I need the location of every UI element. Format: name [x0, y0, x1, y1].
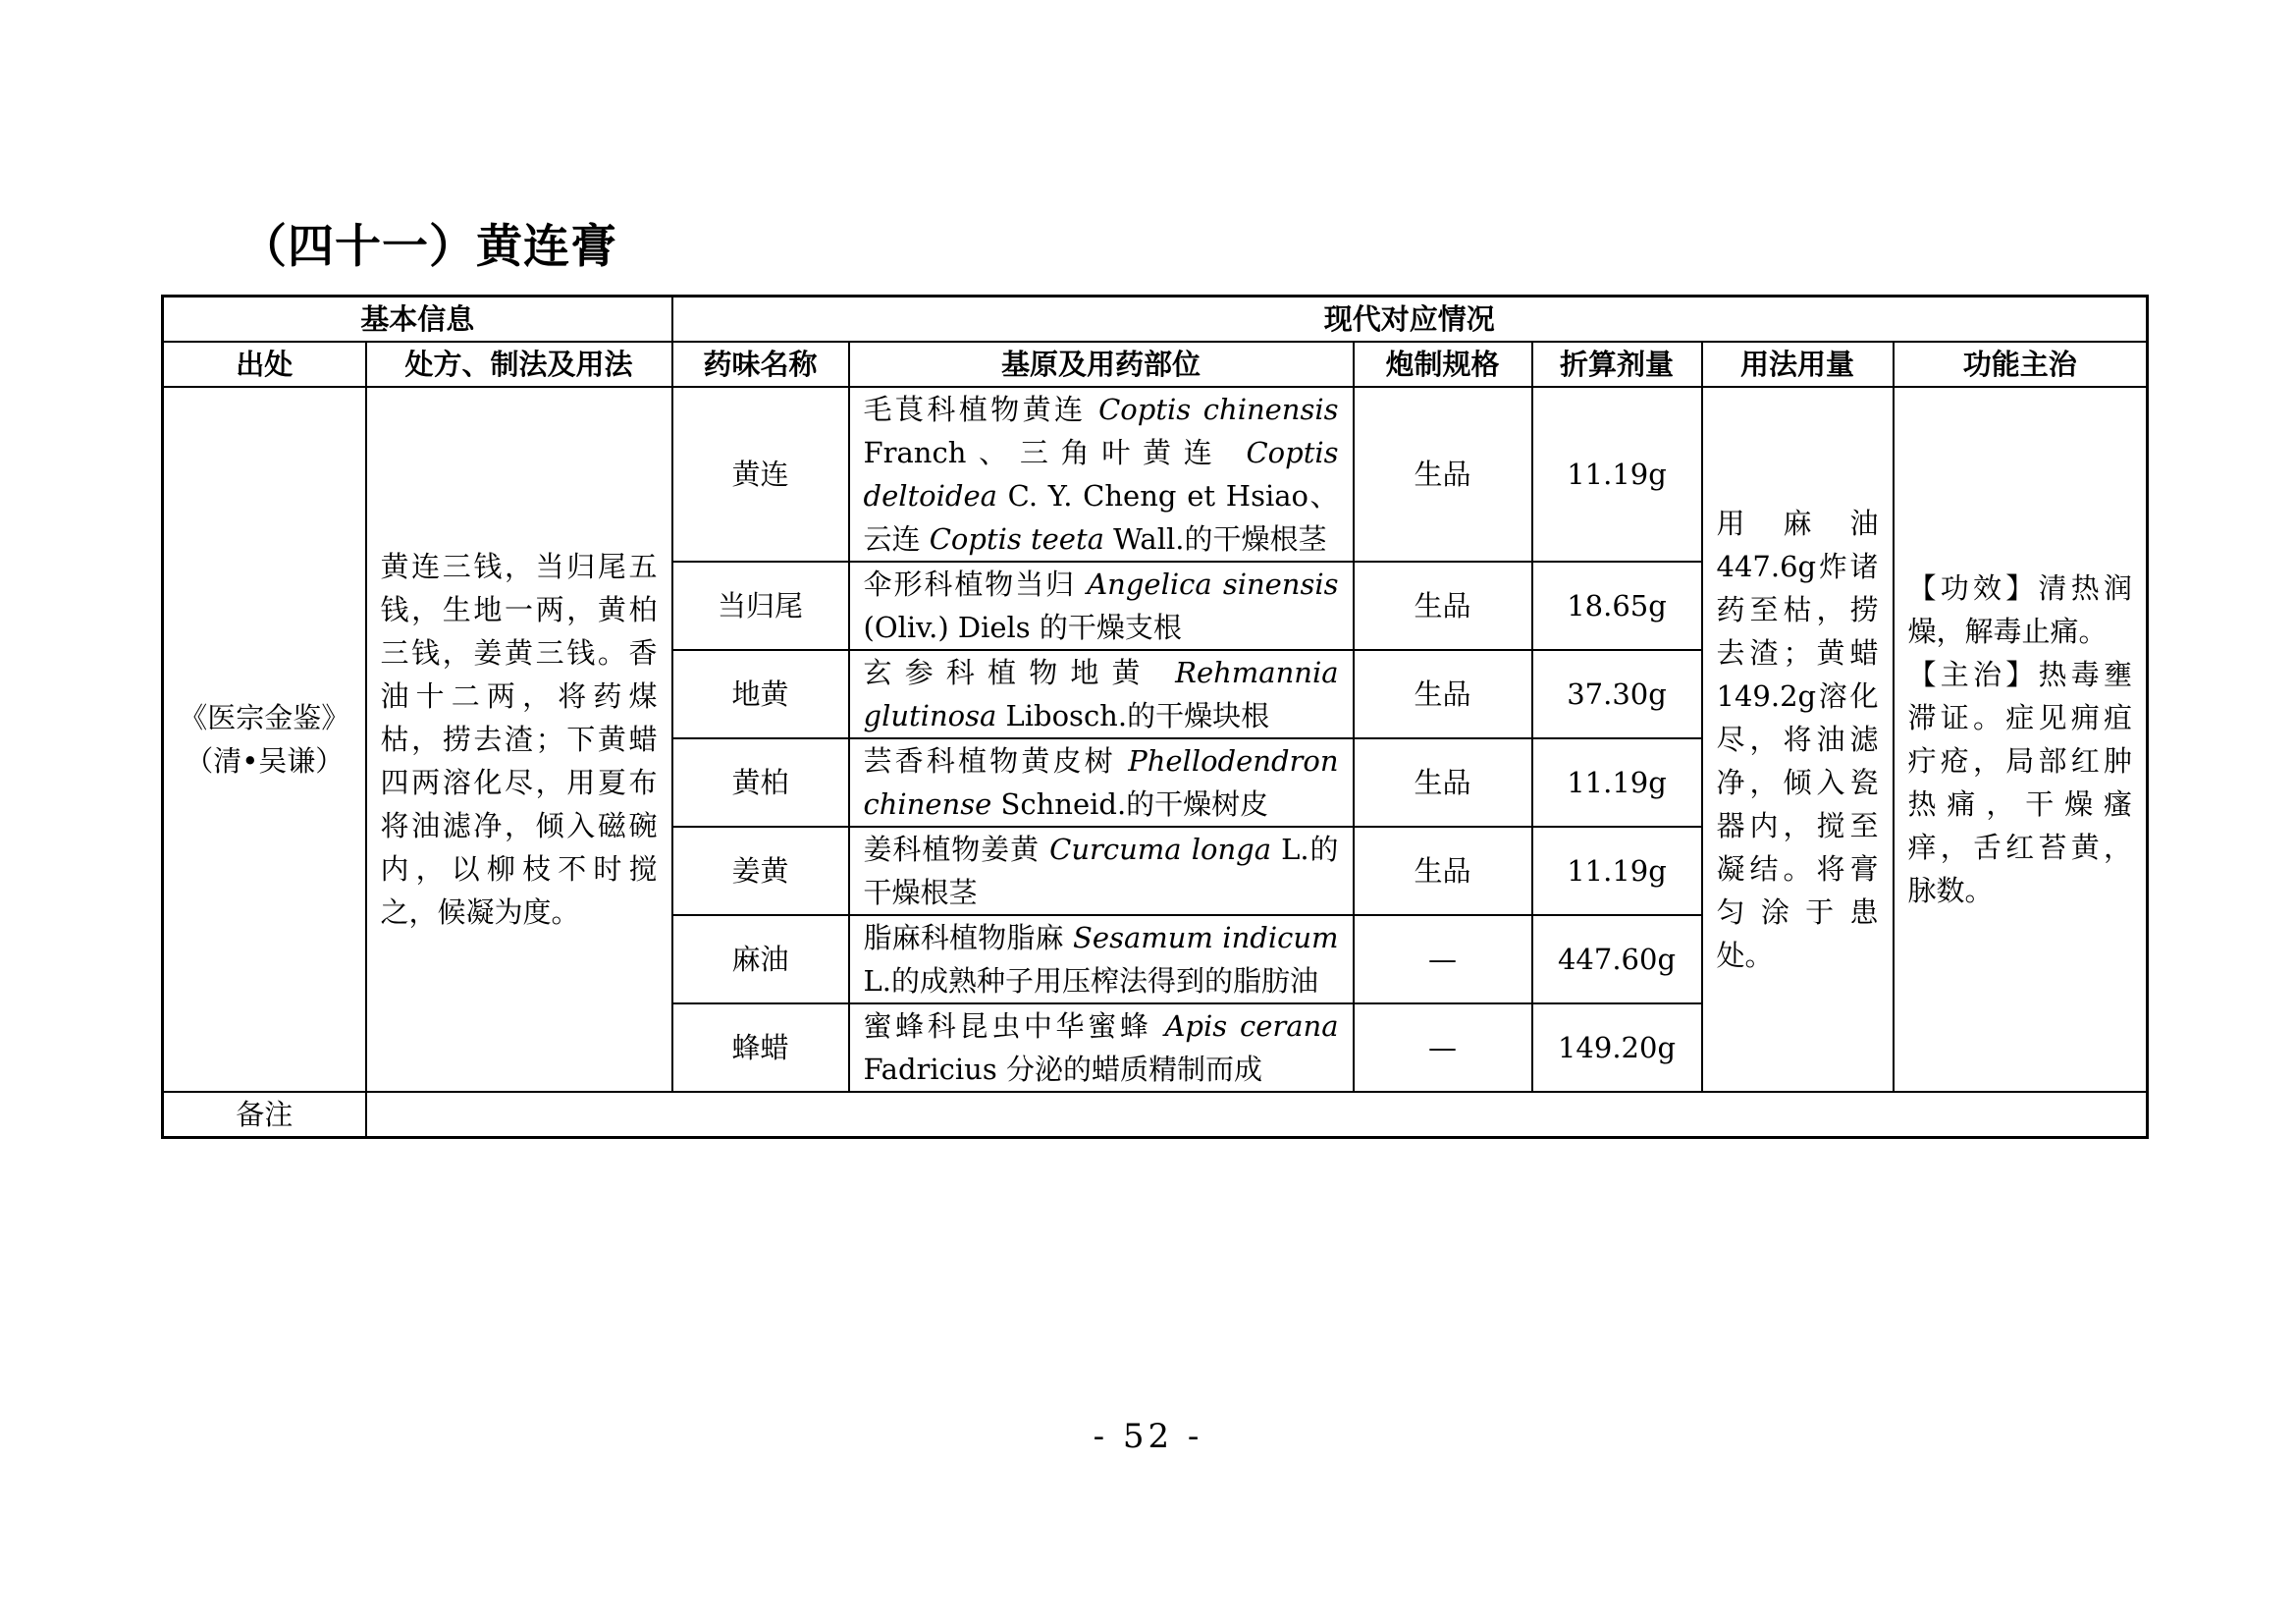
processing-cell: — — [1354, 915, 1532, 1003]
latin-name: Rehmannia glutinosa — [863, 656, 1339, 732]
origin-cell — [849, 738, 1354, 827]
col-header-dose: 折算剂量 — [1532, 342, 1702, 387]
source-cell: 《医宗金鉴》（清•吴谦） — [163, 387, 366, 1092]
latin-name: Sesamum indicum — [1073, 921, 1339, 954]
origin-text: 芸香科植物黄皮树 — [863, 744, 1129, 778]
origin-cell — [849, 562, 1354, 650]
indication-text: 热毒壅滞证。症见痈疽疔疮，局部红肿热痛，干燥瘙痒，舌红苔黄，脉数。 — [1907, 658, 2133, 907]
origin-text: C. Y. Cheng et Hsiao、云连 — [863, 479, 1339, 556]
efficacy-text: 清热润燥，解毒止痛。 — [1907, 571, 2133, 648]
col-header-usage: 用法用量 — [1702, 342, 1894, 387]
dose-cell: 447.60g — [1532, 915, 1702, 1003]
herb-name-cell: 姜黄 — [672, 827, 849, 915]
origin-cell — [849, 1003, 1354, 1092]
col-header-prescription: 处方、制法及用法 — [366, 342, 672, 387]
origin-text: Wall.的干燥根茎 — [1103, 522, 1327, 556]
dose-cell: 149.20g — [1532, 1003, 1702, 1092]
origin-text: 伞形科植物当归 — [863, 568, 1088, 601]
dose-cell: 11.19g — [1532, 387, 1702, 562]
herb-name-cell: 当归尾 — [672, 562, 849, 650]
col-header-herb-name: 药味名称 — [672, 342, 849, 387]
herb-name-cell: 地黄 — [672, 650, 849, 738]
origin-cell — [849, 915, 1354, 1003]
function-cell — [1894, 387, 2148, 1092]
origin-text: Libosch.的干燥块根 — [996, 699, 1270, 732]
section-title: （四十一）黄连膏 — [240, 220, 617, 274]
page-number: - 52 - — [1093, 1417, 1203, 1456]
dose-cell: 11.19g — [1532, 827, 1702, 915]
processing-cell: 生品 — [1354, 650, 1532, 738]
origin-text: (Oliv.) Diels 的干燥支根 — [863, 611, 1182, 644]
origin-text: 玄参科植物地黄 — [863, 656, 1176, 689]
origin-text: 毛茛科植物黄连 — [863, 393, 1099, 426]
indication-label: 【主治】 — [1907, 658, 2039, 691]
origin-text: Franch、三角叶黄连 — [863, 436, 1247, 469]
origin-text: 脂麻科植物脂麻 — [863, 921, 1074, 954]
latin-name: Phellodendron chinense — [863, 744, 1339, 821]
dose-cell: 37.30g — [1532, 650, 1702, 738]
remarks-label: 备注 — [163, 1092, 366, 1138]
efficacy-label: 【功效】 — [1907, 571, 2039, 605]
origin-cell — [849, 650, 1354, 738]
processing-cell: 生品 — [1354, 562, 1532, 650]
origin-text: Fadricius 分泌的蜡质精制而成 — [863, 1053, 1262, 1086]
latin-name: Curcuma longa — [1049, 833, 1271, 866]
latin-name: Apis cerana — [1164, 1009, 1339, 1043]
group-header-modern: 现代对应情况 — [672, 297, 2148, 343]
group-header-basic-info: 基本信息 — [163, 297, 672, 343]
latin-name: Angelica sinensis — [1087, 568, 1339, 601]
remarks-value — [366, 1092, 2148, 1138]
origin-text: L.的成熟种子用压榨法得到的脂肪油 — [863, 964, 1318, 998]
origin-text: L.的干燥根茎 — [863, 833, 1339, 909]
processing-cell: 生品 — [1354, 827, 1532, 915]
origin-text: Schneid.的干燥树皮 — [991, 787, 1269, 821]
herb-name-cell: 麻油 — [672, 915, 849, 1003]
herb-name-cell: 黄连 — [672, 387, 849, 562]
latin-name: Coptis chinensis — [1098, 393, 1339, 426]
formula-table — [161, 295, 2149, 1139]
origin-cell — [849, 827, 1354, 915]
processing-cell: — — [1354, 1003, 1532, 1092]
latin-name: Coptis teeta — [929, 522, 1104, 556]
processing-cell: 生品 — [1354, 738, 1532, 827]
herb-name-cell: 黄柏 — [672, 738, 849, 827]
latin-name: Coptis deltoidea — [863, 436, 1339, 513]
origin-cell — [849, 387, 1354, 562]
processing-cell: 生品 — [1354, 387, 1532, 562]
usage-cell: 用麻油447.6g炸诸药至枯，捞去渣；黄蜡149.2g溶化尽，将油滤净，倾入瓷器内，搅至凝结。将膏匀涂于患处。 — [1702, 387, 1894, 1092]
col-header-origin: 基原及用药部位 — [849, 342, 1354, 387]
col-header-function: 功能主治 — [1894, 342, 2148, 387]
herb-name-cell: 蜂蜡 — [672, 1003, 849, 1092]
prescription-cell: 黄连三钱，当归尾五钱，生地一两，黄柏三钱，姜黄三钱。香油十二两，将药煤枯，捞去渣；下黄蜡四两溶化尽，用夏布将油滤净，倾入磁碗内，以柳枝不时搅之，候凝为度。 — [366, 387, 672, 1092]
dose-cell: 18.65g — [1532, 562, 1702, 650]
col-header-source: 出处 — [163, 342, 366, 387]
origin-text: 姜科植物姜黄 — [863, 833, 1050, 866]
col-header-processing: 炮制规格 — [1354, 342, 1532, 387]
origin-text: 蜜蜂科昆虫中华蜜蜂 — [863, 1009, 1165, 1043]
dose-cell: 11.19g — [1532, 738, 1702, 827]
